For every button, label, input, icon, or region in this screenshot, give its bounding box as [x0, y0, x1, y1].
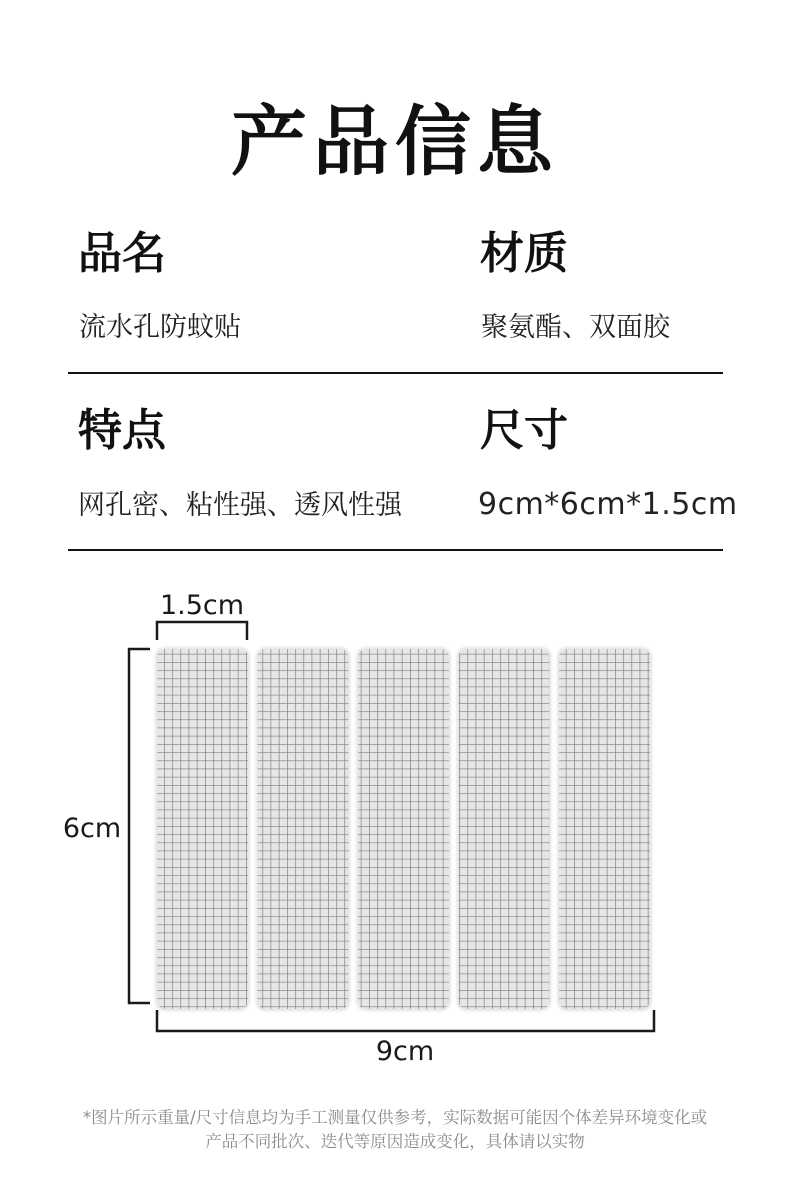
mesh-strip [457, 647, 552, 1011]
total-width-label: 9cm [375, 1036, 435, 1067]
mesh-strip [356, 647, 451, 1011]
mesh-strip [155, 647, 250, 1011]
strip-width-bracket [157, 622, 247, 640]
value-features: 网孔密、粘性强、透风性强 [78, 490, 402, 521]
value-material: 聚氨酯、双面胶 [481, 312, 670, 343]
label-product-name: 品名 [78, 228, 166, 279]
footnote-line-1: *图片所示重量/尺寸信息均为手工测量仅供参考，实际数据可能因个体差异环境变化或 [82, 1108, 708, 1127]
size-diagram [0, 580, 790, 1080]
value-size: 9cm*6cm*1.5cm [478, 487, 738, 522]
label-features: 特点 [78, 405, 166, 456]
page-title: 产品信息 [231, 97, 559, 186]
mesh-strip [557, 647, 652, 1011]
mesh-strip [256, 647, 351, 1011]
strip-group [155, 647, 652, 1011]
strip-height-label: 6cm [62, 813, 122, 844]
strip-width-label: 1.5cm [159, 590, 245, 621]
divider-bottom [68, 549, 723, 551]
total-width-bracket [157, 1010, 654, 1031]
value-product-name: 流水孔防蚊贴 [79, 312, 241, 343]
label-material: 材质 [480, 228, 568, 279]
footnote-line-2: 产品不同批次、迭代等原因造成变化，具体请以实物 [205, 1132, 585, 1151]
strip-height-bracket [129, 649, 150, 1003]
label-size: 尺寸 [480, 405, 568, 456]
divider-top [68, 372, 723, 374]
